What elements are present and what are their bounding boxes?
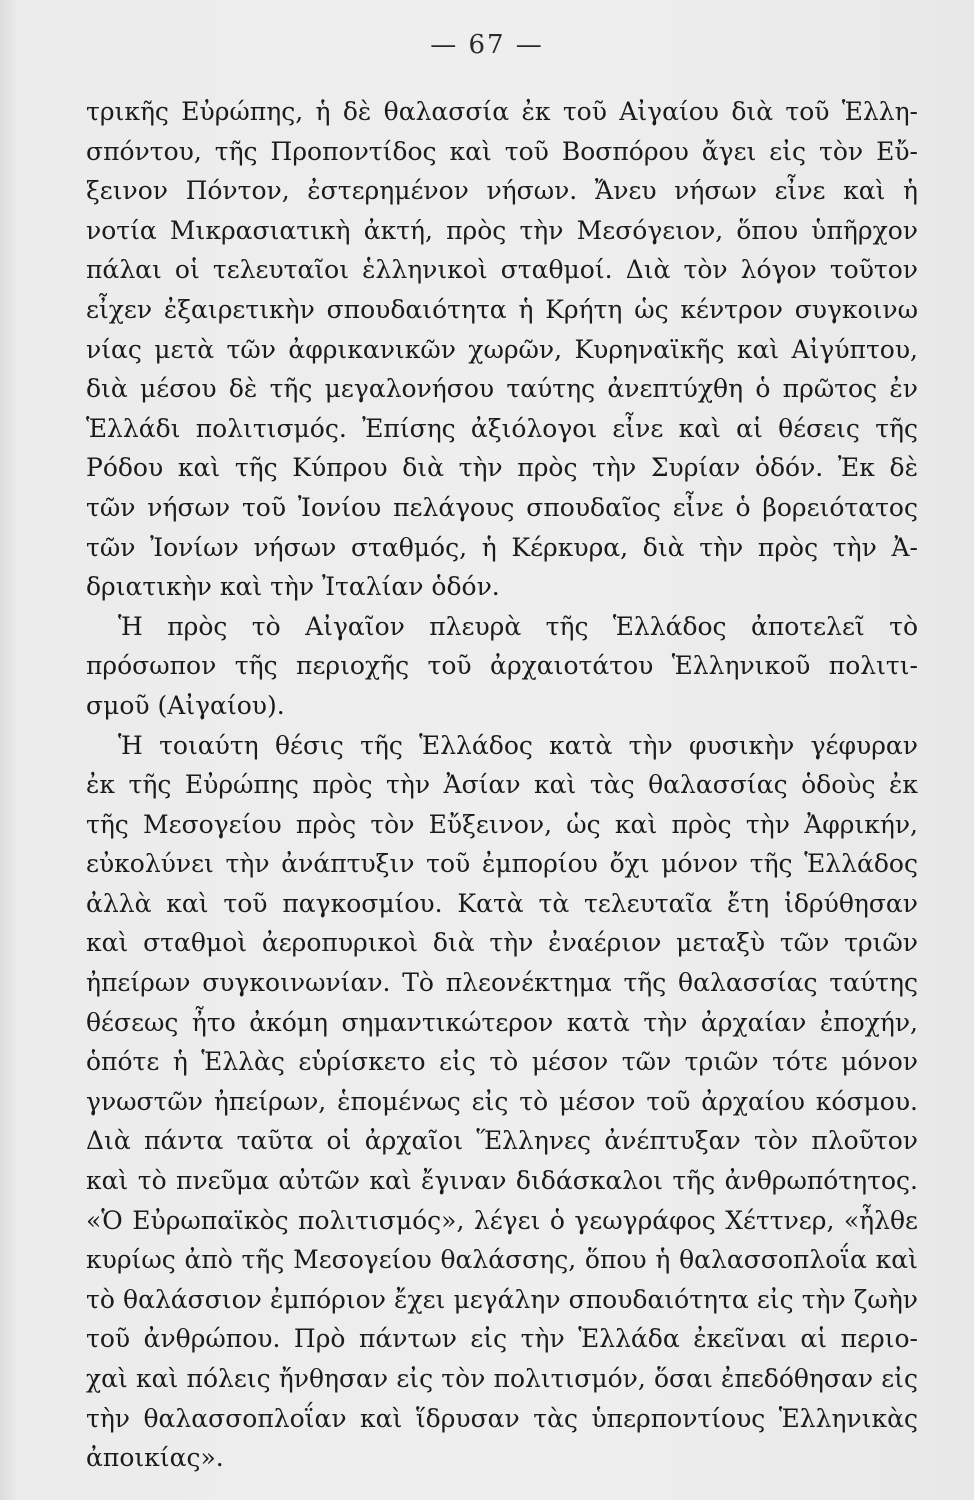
text-line: τὴν θαλασσοπλοΐαν καὶ ἵδρυσαν τὰς ὑπερποντίους Ἑλληνικὰς [86, 1403, 918, 1433]
text-line: εἶχεν ἐξαιρετικὴν σπουδαιότητα ἡ Κρήτη ὡς κέντρον συγκοινω [86, 294, 918, 324]
text-line: δριατικὴν καὶ τὴν Ἰταλίαν ὁδόν. [86, 572, 500, 602]
text-line: ἀποικίας». [86, 1443, 224, 1473]
text-line: σπόντου, τῆς Προποντίδος καὶ τοῦ Βοσπόρου ἄγει εἰς τὸν Εὔ- [86, 136, 918, 166]
text-line: ἀλλὰ καὶ τοῦ παγκοσμίου. Κατὰ τὰ τελευταῖα ἔτη ἱδρύθησαν [86, 888, 918, 918]
text-line: χαὶ καὶ πόλεις ἤνθησαν εἰς τὸν πολιτισμόν, ὅσαι ἐπεδόθησαν εἰς [86, 1364, 918, 1393]
text-line: κυρίως ἀπὸ τῆς Μεσογείου θαλάσσης, ὅπου ἡ θαλασσοπλοΐα καὶ [86, 1245, 918, 1275]
text-line: σμοῦ (Αἰγαίου). [86, 690, 285, 720]
text-line: τῶν Ἰονίων νήσων σταθμός, ἡ Κέρκυρα, διὰ τὴν πρὸς τὴν Ἀ- [86, 532, 918, 562]
text-line: Ἡ τοιαύτη θέσις τῆς Ἑλλάδος κατὰ τὴν φυσικὴν γέφυραν [118, 730, 918, 760]
text-line: ἠπείρων συγκοινωνίαν. Τὸ πλεονέκτημα τῆς θαλασσίας ταύτης [86, 968, 918, 998]
text-line: καὶ τὸ πνεῦμα αὐτῶν καὶ ἔγιναν διδάσκαλοι τῆς ἀνθρωπότητος. [86, 1166, 918, 1196]
text-line: καὶ σταθμοὶ ἀεροπυρικοὶ διὰ τὴν ἐναέριον μεταξὺ τῶν τριῶν [86, 928, 918, 958]
text-line: πάλαι οἱ τελευταῖοι ἑλληνικοὶ σταθμοί. Διὰ τὸν λόγον τοῦτον [86, 255, 918, 285]
text-line: τῶν νήσων τοῦ Ἰονίου πελάγους σπουδαῖος εἶνε ὁ βορειότατος [86, 492, 918, 522]
text-line: Ρόδου καὶ τῆς Κύπρου διὰ τὴν πρὸς τὴν Συρίαν ὁδόν. Ἐκ δὲ [86, 453, 918, 483]
text-line: τοῦ ἀνθρώπου. Πρὸ πάντων εἰς τὴν Ἑλλάδα ἐκεῖναι αἱ περιο- [86, 1324, 918, 1354]
text-line: ὁπότε ἡ Ἑλλὰς εὑρίσκετο εἰς τὸ μέσον τῶν τριῶν τότε μόνον [86, 1047, 918, 1077]
text-line: διὰ μέσου δὲ τῆς μεγαλονήσου ταύτης ἀνεπτύχθη ὁ πρῶτος ἐν [86, 374, 918, 404]
text-line: τρικῆς Εὐρώπης, ἡ δὲ θαλασσία ἐκ τοῦ Αἰγαίου διὰ τοῦ Ἑλλη- [86, 97, 918, 126]
page-number: — 67 — [430, 30, 544, 60]
text-line: πρόσωπον τῆς περιοχῆς τοῦ ἀρχαιοτάτου Ἑλληνικοῦ πολιτι- [86, 651, 918, 681]
text-line: ξεινον Πόντον, ἐστερημένον νήσων. Ἄνευ νήσων εἶνε καὶ ἡ [86, 176, 918, 206]
text-line: «Ὁ Εὐρωπαϊκὸς πολιτισμός», λέγει ὁ γεωγράφος Χέττνερ, «ἦλθε [86, 1205, 918, 1235]
text-line: Διὰ πάντα ταῦτα οἱ ἀρχαῖοι Ἕλληνες ἀνέπτυξαν τὸν πλοῦτον [86, 1126, 918, 1156]
text-line: τὸ θαλάσσιον ἐμπόριον ἔχει μεγάλην σπουδαιότητα εἰς τὴν ζωὴν [86, 1284, 918, 1314]
text-line: ἐκ τῆς Εὐρώπης πρὸς τὴν Ἀσίαν καὶ τὰς θαλασσίας ὁδοὺς ἐκ [86, 770, 918, 800]
text-line: γνωστῶν ἠπείρων, ἑπομένως εἰς τὸ μέσον τοῦ ἀρχαίου κόσμου. [86, 1086, 918, 1116]
text-line: νίας μετὰ τῶν ἀφρικανικῶν χωρῶν, Κυρηναϊκῆς καὶ Αἰγύπτου, [86, 334, 918, 364]
text-line: Ἡ πρὸς τὸ Αἰγαῖον πλευρὰ τῆς Ἑλλάδος ἀποτελεῖ τὸ [118, 611, 918, 641]
body-text [86, 92, 918, 1478]
text-line: Ἑλλάδι πολιτισμός. Ἐπίσης ἀξιόλογοι εἶνε καὶ αἱ θέσεις τῆς [86, 413, 918, 443]
text-line: νοτία Μικρασιατικὴ ἀκτή, πρὸς τὴν Μεσόγειον, ὅπου ὑπῆρχον [86, 215, 918, 245]
text-line: θέσεως ἦτο ἀκόμη σημαντικώτερον κατὰ τὴν ἀρχαίαν ἐποχήν, [86, 1007, 918, 1037]
text-line: τῆς Μεσογείου πρὸς τὸν Εὔξεινον, ὡς καὶ πρὸς τὴν Ἀφρικήν, [86, 809, 918, 839]
text-line: εὐκολύνει τὴν ἀνάπτυξιν τοῦ ἐμπορίου ὄχι μόνον τῆς Ἑλλάδος [86, 849, 918, 879]
